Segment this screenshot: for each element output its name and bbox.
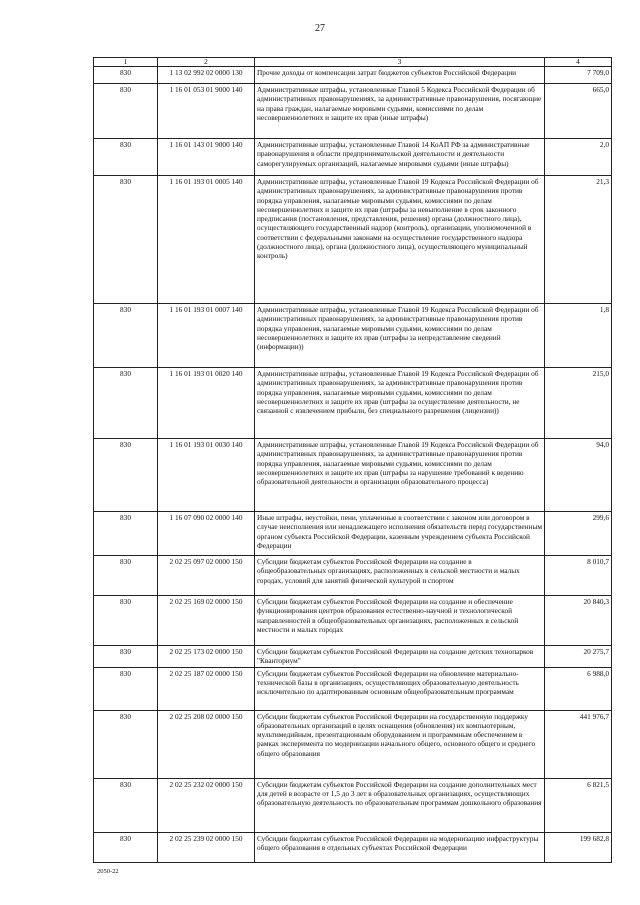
table-row xyxy=(94,304,612,368)
amount-cell: 6 821,5 xyxy=(545,778,612,832)
header-col-3: 3 xyxy=(255,58,545,67)
description-cell: Субсидии бюджетам субъектов Российской Федерации на создание в общеобразовательных организациях, расположенных в сельской местности и малых городах, условий для занятий физической культурой и спортом xyxy=(255,556,545,596)
amount-cell: 20 275,7 xyxy=(545,646,612,668)
code-cell: 1 13 02 992 02 0000 130 xyxy=(158,67,255,84)
code-cell: 2 02 25 239 02 0000 150 xyxy=(158,832,255,862)
description-cell: Субсидии бюджетам субъектов Российской Федерации на обновление материально-технической базы в организациях, осуществляющих образовательную деятельность исключительно по адаптированным основным общеобразовательным программам xyxy=(255,667,545,710)
table-row xyxy=(94,556,612,596)
table-row xyxy=(94,439,612,512)
description-cell: Прочие доходы от компенсации затрат бюджетов субъектов Российской Федерации xyxy=(255,67,545,84)
code-cell: 1 16 01 193 01 0020 140 xyxy=(158,368,255,439)
code-cell: 2 02 25 187 02 0000 150 xyxy=(158,667,255,710)
group-cell: 830 xyxy=(94,439,158,512)
description-cell: Административные штрафы, установленные Главой 14 КоАП РФ за административные правонарушения в области предпринимательской деятельности и деятельности саморегулируемых организаций, налагаемые мировыми судьями (иные штрафы) xyxy=(255,139,545,176)
amount-cell: 2,0 xyxy=(545,139,612,176)
description-cell: Субсидии бюджетам субъектов Российской Федерации на создание дополнительных мест для детей в возрасте от 1,5 до 3 лет в образовательных организациях, осуществляющих образовательную деятельность по образовательным программам дошкольного образования xyxy=(255,778,545,832)
description-cell: Административные штрафы, установленные Главой 19 Кодекса Российской Федерации об административных правонарушениях, за административные правонарушения против порядка управления, налагаемые мировыми судьями, комиссиями по делам несовершеннолетних и защите их прав (штрафы за нарушение требований к ведению образовательной деятельности и организации образовательного процесса) xyxy=(255,439,545,512)
description-cell: Субсидии бюджетам субъектов Российской Федерации на государственную поддержку образовательных организаций в целях оснащения (обновления) их компьютерным, мультимедийным, презентационным оборудованием и программным обеспечением в рамках эксперимента по модернизации начального общего, основного общего и среднего общего образования xyxy=(255,710,545,778)
amount-cell: 665,0 xyxy=(545,84,612,139)
group-cell: 830 xyxy=(94,512,158,556)
amount-cell: 7 709,0 xyxy=(545,67,612,84)
page-number: 27 xyxy=(315,23,325,34)
code-cell: 1 16 01 143 01 9000 140 xyxy=(158,139,255,176)
group-cell: 830 xyxy=(94,176,158,304)
table-row xyxy=(94,832,612,862)
table-row xyxy=(94,84,612,139)
amount-cell: 441 976,7 xyxy=(545,710,612,778)
table-row xyxy=(94,512,612,556)
revenue-table xyxy=(93,57,612,863)
header-col-4: 4 xyxy=(545,58,612,67)
description-cell: Субсидии бюджетам субъектов Российской Федерации на модернизацию инфраструктуры общего образования в отдельных субъектах Российской Федерации xyxy=(255,832,545,862)
amount-cell: 1,8 xyxy=(545,304,612,368)
code-cell: 2 02 25 169 02 0000 150 xyxy=(158,596,255,646)
code-cell: 1 16 01 193 01 0007 140 xyxy=(158,304,255,368)
amount-cell: 21,3 xyxy=(545,176,612,304)
amount-cell: 20 840,3 xyxy=(545,596,612,646)
amount-cell: 199 682,8 xyxy=(545,832,612,862)
group-cell: 830 xyxy=(94,556,158,596)
amount-cell: 215,0 xyxy=(545,368,612,439)
amount-cell: 8 010,7 xyxy=(545,556,612,596)
group-cell: 830 xyxy=(94,139,158,176)
group-cell: 830 xyxy=(94,778,158,832)
header-col-2: 2 xyxy=(158,58,255,67)
group-cell: 830 xyxy=(94,667,158,710)
group-cell: 830 xyxy=(94,832,158,862)
code-cell: 2 02 25 208 02 0000 150 xyxy=(158,710,255,778)
amount-cell: 6 988,0 xyxy=(545,667,612,710)
table-row xyxy=(94,667,612,710)
description-cell: Субсидии бюджетам субъектов Российской Федерации на создание и обеспечение функционирования центров образования естественно-научной и технологической направленностей в общеобразовательных организациях, расположенных в сельской местности и малых городах xyxy=(255,596,545,646)
group-cell: 830 xyxy=(94,710,158,778)
group-cell: 830 xyxy=(94,84,158,139)
header-col-1: 1 xyxy=(94,58,158,67)
code-cell: 1 16 01 053 01 9000 140 xyxy=(158,84,255,139)
group-cell: 830 xyxy=(94,646,158,668)
group-cell: 830 xyxy=(94,67,158,84)
code-cell: 2 02 25 173 02 0000 150 xyxy=(158,646,255,668)
group-cell: 830 xyxy=(94,596,158,646)
table-row xyxy=(94,139,612,176)
code-cell: 2 02 25 097 02 0000 150 xyxy=(158,556,255,596)
footer-code: 2050-22 xyxy=(97,868,119,875)
code-cell: 1 16 01 193 01 0030 140 xyxy=(158,439,255,512)
description-cell: Иные штрафы, неустойки, пени, уплаченные в соответствии с законом или договором в случае неисполнения или ненадлежащего исполнения обязательств перед государственным органом субъекта Российской Федерации, казенным учреждением субъекта Российской Федерации xyxy=(255,512,545,556)
table-row xyxy=(94,596,612,646)
description-cell: Административные штрафы, установленные Главой 5 Кодекса Российской Федерации об административных правонарушениях, за административные правонарушения, посягающие на права граждан, налагаемые мировыми судьями, комиссиями по делам несовершеннолетних и защите их прав (иные штрафы) xyxy=(255,84,545,139)
group-cell: 830 xyxy=(94,304,158,368)
table-row xyxy=(94,368,612,439)
description-cell: Административные штрафы, установленные Главой 19 Кодекса Российской Федерации об административных правонарушениях, за административные правонарушения против порядка управления, налагаемые мировыми судьями, комиссиями по делам несовершеннолетних и защите их прав (штрафы за непредставление сведений (информации)) xyxy=(255,304,545,368)
description-cell: Административные штрафы, установленные Главой 19 Кодекса Российской Федерации об административных правонарушениях, за административные правонарушения против порядка управления, налагаемые мировыми судьями, комиссиями по делам несовершеннолетних и защите их прав (штрафы за невыполнение в срок законного предписания (постановления, представления, решения) органа (должностного лица), осуществляющего государственный надзор (контроль), организации, уполномоченной в соответствии с федеральными законами на осуществление государственного надзора (должностного лица), органа (должностного лица), осуществляющего муниципальный контроль) xyxy=(255,176,545,304)
table-row xyxy=(94,646,612,668)
amount-cell: 94,0 xyxy=(545,439,612,512)
table-row xyxy=(94,778,612,832)
amount-cell: 299,6 xyxy=(545,512,612,556)
code-cell: 2 02 25 232 02 0000 150 xyxy=(158,778,255,832)
table-header-row xyxy=(94,58,612,67)
table-row xyxy=(94,176,612,304)
table-row xyxy=(94,710,612,778)
description-cell: Субсидии бюджетам субъектов Российской Федерации на создание детских технопарков "Кванториум" xyxy=(255,646,545,668)
group-cell: 830 xyxy=(94,368,158,439)
code-cell: 1 16 01 193 01 0005 140 xyxy=(158,176,255,304)
table-row xyxy=(94,67,612,84)
description-cell: Административные штрафы, установленные Главой 19 Кодекса Российской Федерации об административных правонарушениях, за административные правонарушения против порядка управления, налагаемые мировыми судьями, комиссиями по делам несовершеннолетних и защите их прав (штрафы за осуществление деятельности, не связанной с извлечением прибыли, без специального разрешения (лицензии)) xyxy=(255,368,545,439)
code-cell: 1 16 07 090 02 0000 140 xyxy=(158,512,255,556)
